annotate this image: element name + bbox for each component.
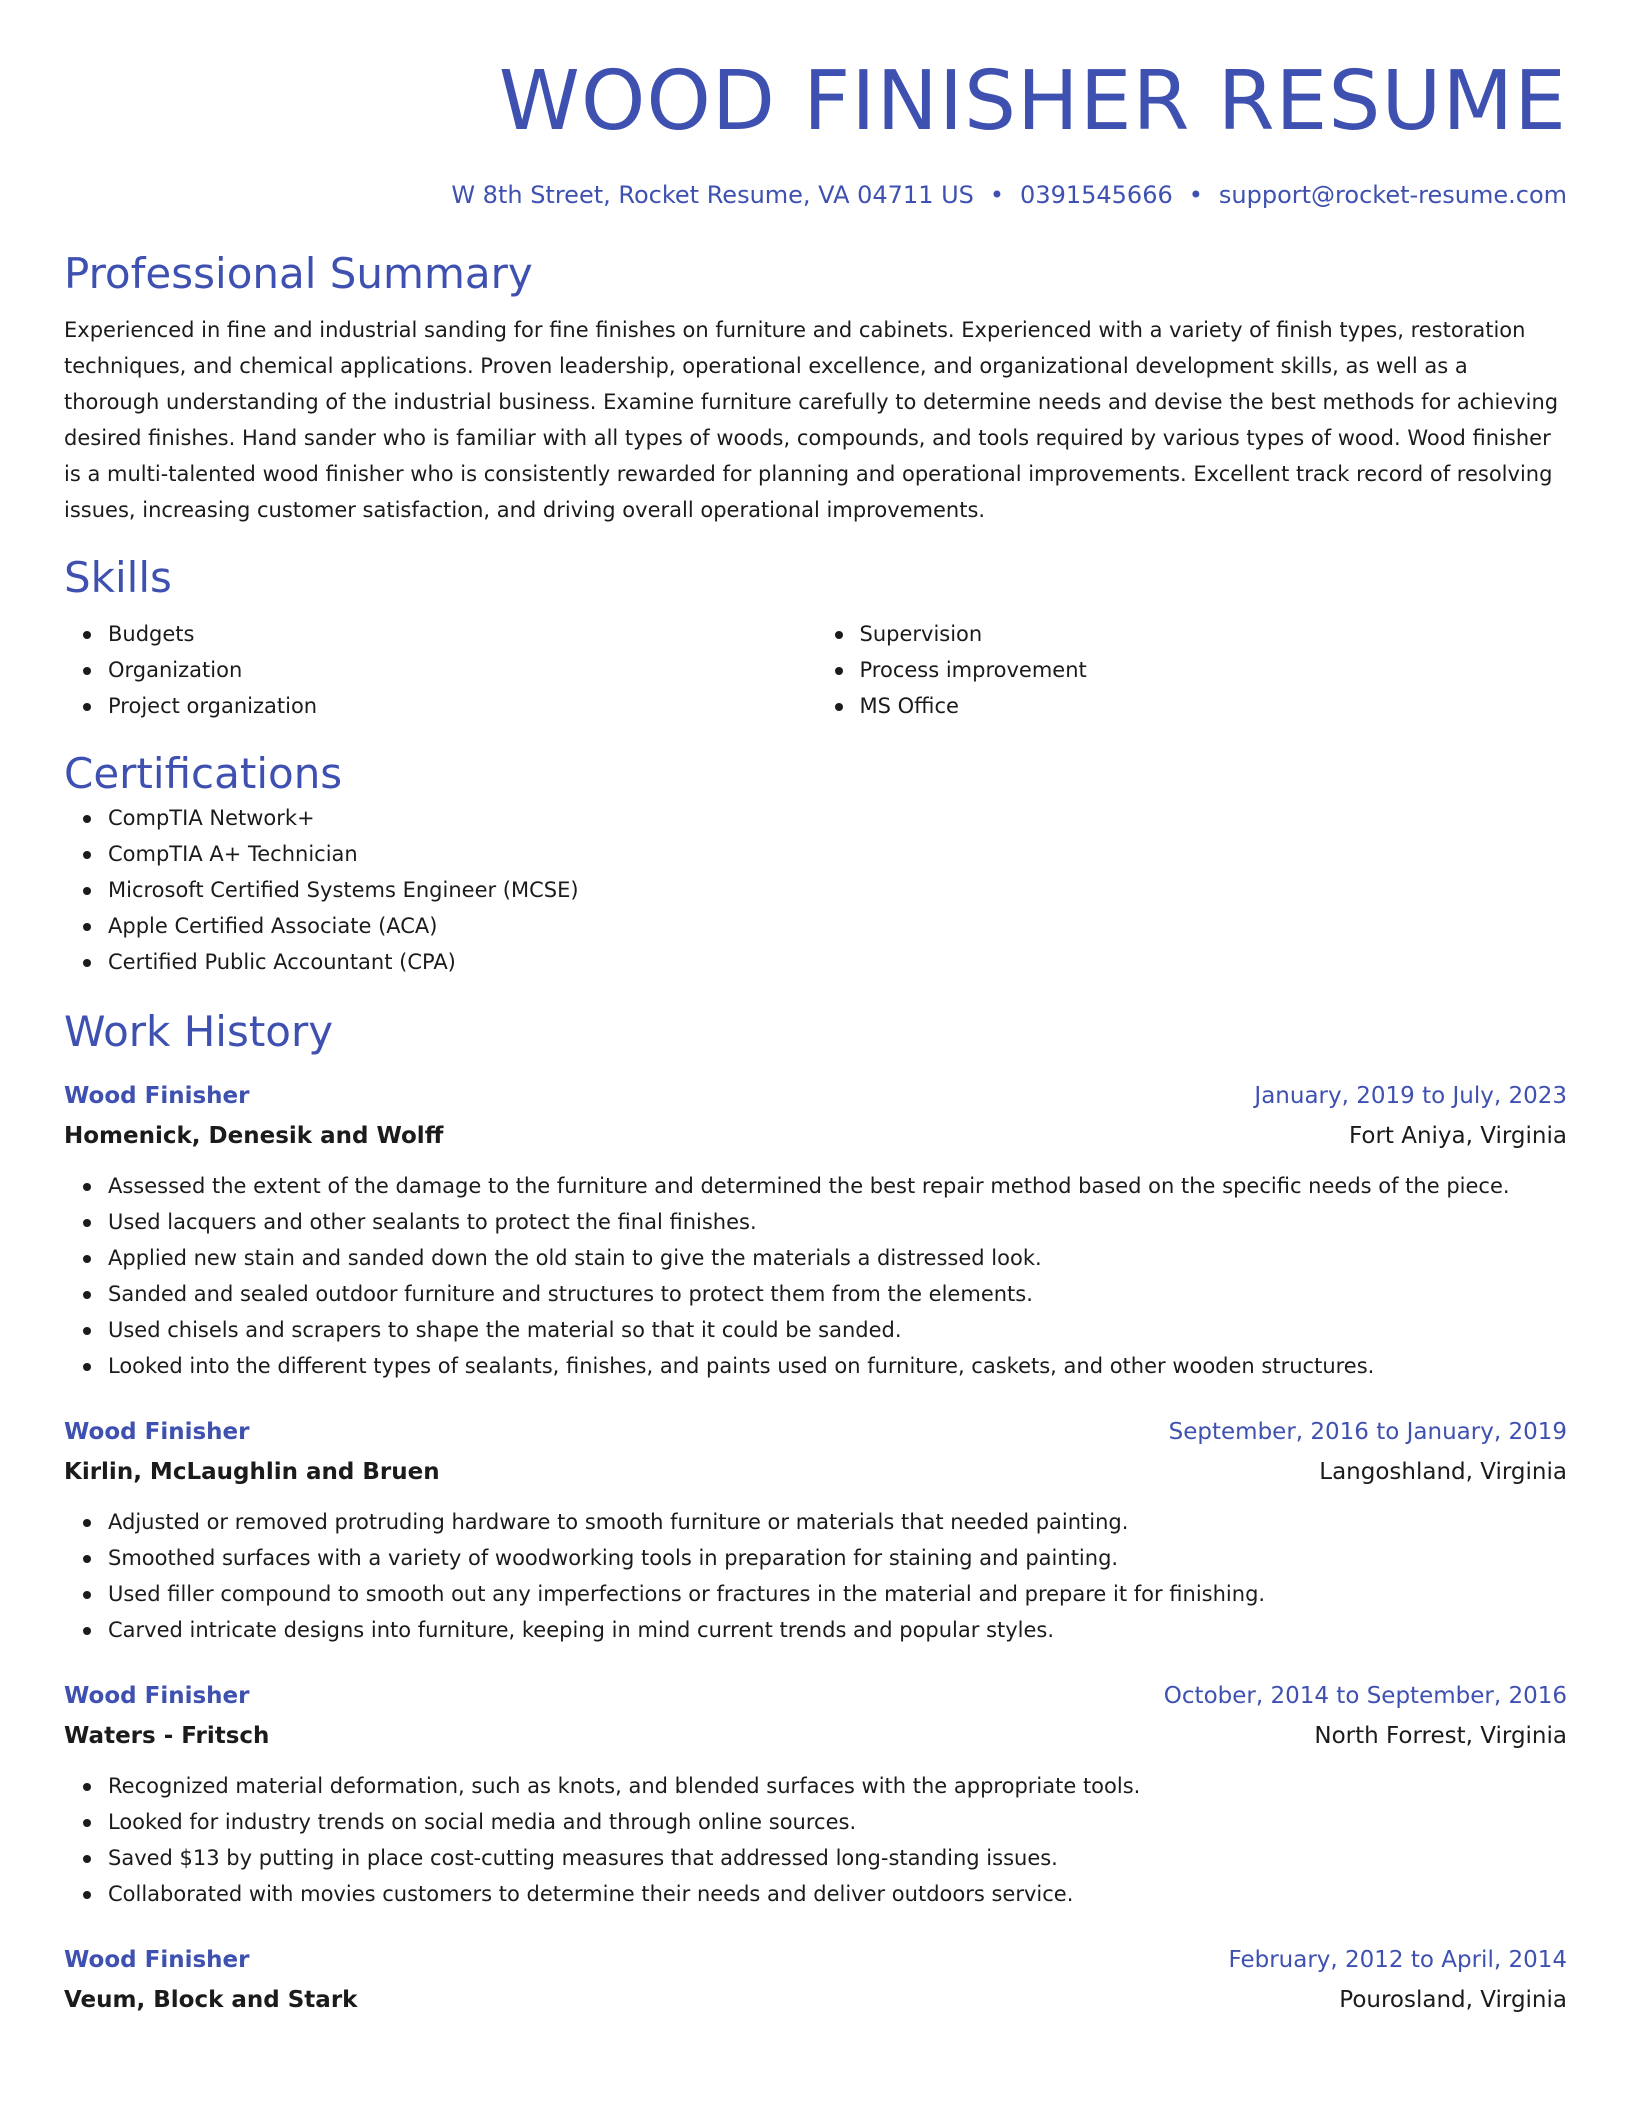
- contact-line: [64, 178, 1567, 212]
- job-company: Waters - Fritsch: [64, 1723, 270, 1749]
- job-header-row: [64, 1940, 1567, 1980]
- contact-address: W 8th Street, Rocket Resume, VA 04711 US: [451, 181, 974, 209]
- job-company: Homenick, Denesik and Wolff: [64, 1123, 444, 1149]
- job-company-row: [64, 1116, 1567, 1156]
- job-header-row: [64, 1076, 1567, 1116]
- job-entry: [64, 1676, 1567, 1912]
- contact-separator: •: [1188, 181, 1203, 209]
- job-company: Kirlin, McLaughlin and Bruen: [64, 1459, 440, 1485]
- job-bullet: Applied new stain and sanded down the old stain to give the materials a distressed look.: [108, 1240, 1567, 1276]
- skills-column-right: [816, 616, 1568, 724]
- job-bullets: [64, 1768, 1567, 1912]
- certification-item: CompTIA Network+: [108, 800, 1567, 836]
- job-bullet: Saved $13 by putting in place cost-cutting measures that addressed long-standing issues.: [108, 1840, 1567, 1876]
- summary-text: Experienced in fine and industrial sanding for fine finishes on furniture and cabinets. Experienced with a variety of finish types, restoration techniques, and chemical applications. Proven leadership, operational excellence, and organizational development skills, as well as a thorough understanding of the industrial business. Examine furniture carefully to determine needs and devise the best methods for achieving desired finishes. Hand sander who is familiar with all types of woods, compounds, and tools required by various types of wood. Wood finisher is a multi-talented wood finisher who is consistently rewarded for planning and operational improvements. Excellent track record of resolving issues, increasing customer satisfaction, and driving overall operational improvements.: [64, 318, 1559, 522]
- skill-item: Supervision: [860, 616, 1568, 652]
- job-dates: January, 2019 to July, 2023: [1254, 1083, 1567, 1109]
- skill-item: Process improvement: [860, 652, 1568, 688]
- job-company-row: [64, 1980, 1567, 2020]
- contact-separator: •: [989, 181, 1005, 209]
- job-bullets: [64, 1168, 1567, 1384]
- certification-item: Microsoft Certified Systems Engineer (MCSE): [108, 872, 1567, 908]
- skill-item: Budgets: [108, 616, 816, 652]
- job-bullet: Recognized material deformation, such as knots, and blended surfaces with the appropriate tools.: [108, 1768, 1567, 1804]
- job-bullets: [64, 1504, 1567, 1648]
- certification-item: Apple Certified Associate (ACA): [108, 908, 1567, 944]
- job-location: Langoshland, Virginia: [1319, 1459, 1567, 1485]
- job-bullet: Assessed the extent of the damage to the furniture and determined the best repair method based on the specific needs of the piece.: [108, 1168, 1567, 1204]
- skills-heading: Skills: [64, 553, 172, 602]
- job-company: Veum, Block and Stark: [64, 1987, 358, 2013]
- job-entry: [64, 1076, 1567, 1384]
- contact-email[interactable]: support@rocket-resume.com: [1218, 181, 1567, 209]
- job-bullet: Collaborated with movies customers to determine their needs and deliver outdoors service.: [108, 1876, 1567, 1912]
- job-bullet: Used chisels and scrapers to shape the material so that it could be sanded.: [108, 1312, 1567, 1348]
- job-title: Wood Finisher: [64, 1419, 250, 1445]
- job-bullet: Used filler compound to smooth out any imperfections or fractures in the material and prepare it for finishing.: [108, 1576, 1567, 1612]
- job-company-row: [64, 1716, 1567, 1756]
- job-bullet: Used lacquers and other sealants to protect the final finishes.: [108, 1204, 1567, 1240]
- certifications-list: [64, 800, 1567, 980]
- resume-page: [64, 0, 1567, 2020]
- job-dates: February, 2012 to April, 2014: [1228, 1947, 1567, 1973]
- job-bullet: Looked for industry trends on social media and through online sources.: [108, 1804, 1567, 1840]
- job-title: Wood Finisher: [64, 1083, 250, 1109]
- job-dates: October, 2014 to September, 2016: [1163, 1683, 1567, 1709]
- work-history-heading: Work History: [64, 1007, 334, 1056]
- summary-heading: Professional Summary: [64, 249, 533, 298]
- skills-column-left: [64, 616, 816, 724]
- job-header-row: [64, 1676, 1567, 1716]
- job-bullet: Adjusted or removed protruding hardware to smooth furniture or materials that needed painting.: [108, 1504, 1567, 1540]
- job-bullet: Smoothed surfaces with a variety of woodworking tools in preparation for staining and painting.: [108, 1540, 1567, 1576]
- job-location: Pourosland, Virginia: [1339, 1987, 1567, 2013]
- job-title: Wood Finisher: [64, 1683, 250, 1709]
- resume-title: WOOD FINISHER RESUME: [498, 54, 1567, 149]
- job-location: North Forrest, Virginia: [1314, 1723, 1567, 1749]
- certification-item: Certified Public Accountant (CPA): [108, 944, 1567, 980]
- job-title: Wood Finisher: [64, 1947, 250, 1973]
- job-entry: [64, 1940, 1567, 2020]
- skill-item: Organization: [108, 652, 816, 688]
- skills-list: [64, 616, 1567, 724]
- contact-phone: 0391545666: [1020, 181, 1173, 209]
- job-bullet: Sanded and sealed outdoor furniture and structures to protect them from the elements.: [108, 1276, 1567, 1312]
- certifications-heading: Certifications: [64, 749, 343, 798]
- job-bullet: Carved intricate designs into furniture, keeping in mind current trends and popular styles.: [108, 1612, 1567, 1648]
- skill-item: MS Office: [860, 688, 1568, 724]
- job-company-row: [64, 1452, 1567, 1492]
- job-dates: September, 2016 to January, 2019: [1168, 1419, 1567, 1445]
- job-header-row: [64, 1412, 1567, 1452]
- skill-item: Project organization: [108, 688, 816, 724]
- job-location: Fort Aniya, Virginia: [1348, 1123, 1567, 1149]
- job-bullet: Looked into the different types of sealants, finishes, and paints used on furniture, caskets, and other wooden structures.: [108, 1348, 1567, 1384]
- certification-item: CompTIA A+ Technician: [108, 836, 1567, 872]
- job-entry: [64, 1412, 1567, 1648]
